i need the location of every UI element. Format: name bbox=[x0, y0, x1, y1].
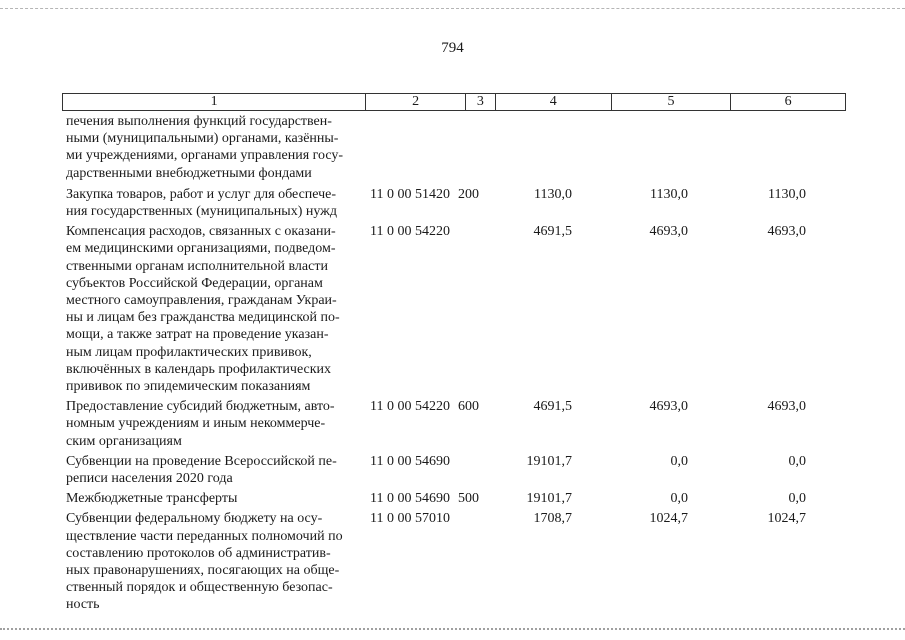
row-name bbox=[66, 453, 362, 487]
row-name bbox=[66, 490, 362, 507]
row-name-line: ны и лицам без гражданства медицинской по- bbox=[66, 310, 340, 326]
row-name-line: прививок по эпидемическим показаниям bbox=[66, 379, 311, 395]
row-code: 11 0 00 54220 bbox=[370, 224, 450, 240]
row-expense-type bbox=[458, 453, 488, 487]
row-value-col5: 1130,0 bbox=[650, 186, 688, 202]
row-code: 11 0 00 51420 bbox=[370, 186, 450, 202]
table-row bbox=[66, 453, 846, 487]
header-col-1: 1 bbox=[63, 94, 366, 110]
row-name-line: ным лицам профилактических прививок, bbox=[66, 344, 312, 360]
row-name-line: ния государственных (муниципальных) нужд bbox=[66, 204, 337, 220]
table-row bbox=[66, 398, 846, 450]
header-col-4: 4 bbox=[496, 94, 612, 110]
header-col-5: 5 bbox=[612, 94, 732, 110]
row-name-line: ность bbox=[66, 597, 100, 613]
row-code bbox=[362, 113, 458, 182]
row-value-col4: 19101,7 bbox=[526, 453, 572, 469]
row-value-col5: 0,0 bbox=[670, 453, 688, 469]
row-name bbox=[66, 186, 362, 220]
row-code: 11 0 00 57010 bbox=[370, 511, 450, 527]
row-expense-type bbox=[458, 113, 488, 182]
row-name-line: ским организациям bbox=[66, 433, 182, 449]
row-name-line: Закупка товаров, работ и услуг для обеспече- bbox=[66, 186, 337, 202]
row-value-col6: 0,0 bbox=[788, 491, 806, 507]
scan-edge-bottom bbox=[0, 628, 905, 630]
row-name-line: ственный порядок и общественную безопас- bbox=[66, 580, 333, 596]
table-body bbox=[66, 113, 846, 617]
row-name bbox=[66, 398, 362, 450]
row-name bbox=[66, 113, 362, 182]
table-row bbox=[66, 490, 846, 507]
row-name-line: Предоставление субсидий бюджетным, авто- bbox=[66, 399, 335, 415]
row-expense-type bbox=[458, 223, 488, 395]
row-value-col6: 4693,0 bbox=[767, 224, 806, 240]
row-value-col6: 1130,0 bbox=[768, 186, 806, 202]
row-code: 11 0 00 54690 bbox=[370, 453, 450, 469]
header-col-2: 2 bbox=[366, 94, 466, 110]
row-name-line: Субвенции федеральному бюджету на осу- bbox=[66, 511, 323, 527]
row-value-col4: 1130,0 bbox=[534, 186, 572, 202]
row-name-line: мощи, а также затрат на проведение указан- bbox=[66, 327, 329, 343]
table-row bbox=[66, 223, 846, 395]
row-name-line: номным учреждениям и иным некоммерче- bbox=[66, 416, 326, 432]
row-code: 11 0 00 54690 bbox=[370, 491, 450, 507]
row-value-col4: 19101,7 bbox=[526, 491, 572, 507]
row-name-line: ственными органам исполнительной власти bbox=[66, 258, 328, 274]
row-code: 11 0 00 54220 bbox=[370, 399, 450, 415]
row-name-line: ми учреждениями, органами управления госу- bbox=[66, 148, 344, 164]
row-name-line: ными (муниципальными) органами, казённы- bbox=[66, 131, 339, 147]
table-row bbox=[66, 186, 846, 220]
row-name-line: дарственными внебюджетными фондами bbox=[66, 165, 312, 181]
row-name-line: ных правонарушениях, посягающих на обще- bbox=[66, 563, 340, 579]
header-col-6: 6 bbox=[784, 94, 792, 109]
table-header bbox=[62, 93, 846, 111]
row-name-line: ем медицинскими организациями, подведом- bbox=[66, 241, 336, 257]
row-name-line: Компенсация расходов, связанных с оказани- bbox=[66, 224, 336, 240]
row-value-col5 bbox=[608, 113, 726, 182]
row-name-line: составлению протоколов об административ- bbox=[66, 545, 331, 561]
row-name bbox=[66, 510, 362, 613]
row-name-line: реписи населения 2020 года bbox=[66, 471, 233, 487]
row-name-line: печения выполнения функций государствен- bbox=[66, 114, 332, 129]
row-expense-type: 500 bbox=[458, 491, 479, 507]
row-value-col5: 1024,7 bbox=[649, 511, 688, 527]
row-name bbox=[66, 223, 362, 395]
row-name-line: ществление части переданных полномочий по bbox=[66, 528, 343, 544]
row-expense-type: 200 bbox=[458, 186, 479, 202]
scan-edge-top bbox=[0, 8, 905, 9]
row-value-col4 bbox=[488, 113, 608, 182]
row-value-col4: 1708,7 bbox=[533, 511, 572, 527]
row-expense-type: 600 bbox=[458, 399, 479, 415]
row-name-line: Межбюджетные трансферты bbox=[66, 491, 238, 507]
row-value-col6 bbox=[726, 113, 846, 182]
row-name-line: субъектов Российской Федерации, органам bbox=[66, 275, 323, 291]
page-number: 794 bbox=[441, 40, 464, 56]
row-value-col6: 4693,0 bbox=[767, 399, 806, 415]
row-value-col5: 4693,0 bbox=[649, 224, 688, 240]
row-value-col6: 1024,7 bbox=[767, 511, 806, 527]
row-name-line: Субвенции на проведение Всероссийской пе- bbox=[66, 453, 337, 469]
table-row bbox=[66, 510, 846, 613]
row-value-col4: 4691,5 bbox=[533, 224, 572, 240]
row-name-line: местного самоуправления, гражданам Украи- bbox=[66, 293, 337, 309]
header-col-3: 3 bbox=[466, 94, 496, 110]
row-expense-type bbox=[458, 510, 488, 613]
table-row bbox=[66, 113, 846, 182]
row-name-line: включённых в календарь профилактических bbox=[66, 361, 332, 377]
row-value-col6: 0,0 bbox=[788, 453, 806, 469]
row-value-col4: 4691,5 bbox=[533, 399, 572, 415]
row-value-col5: 4693,0 bbox=[649, 399, 688, 415]
row-value-col5: 0,0 bbox=[670, 491, 688, 507]
